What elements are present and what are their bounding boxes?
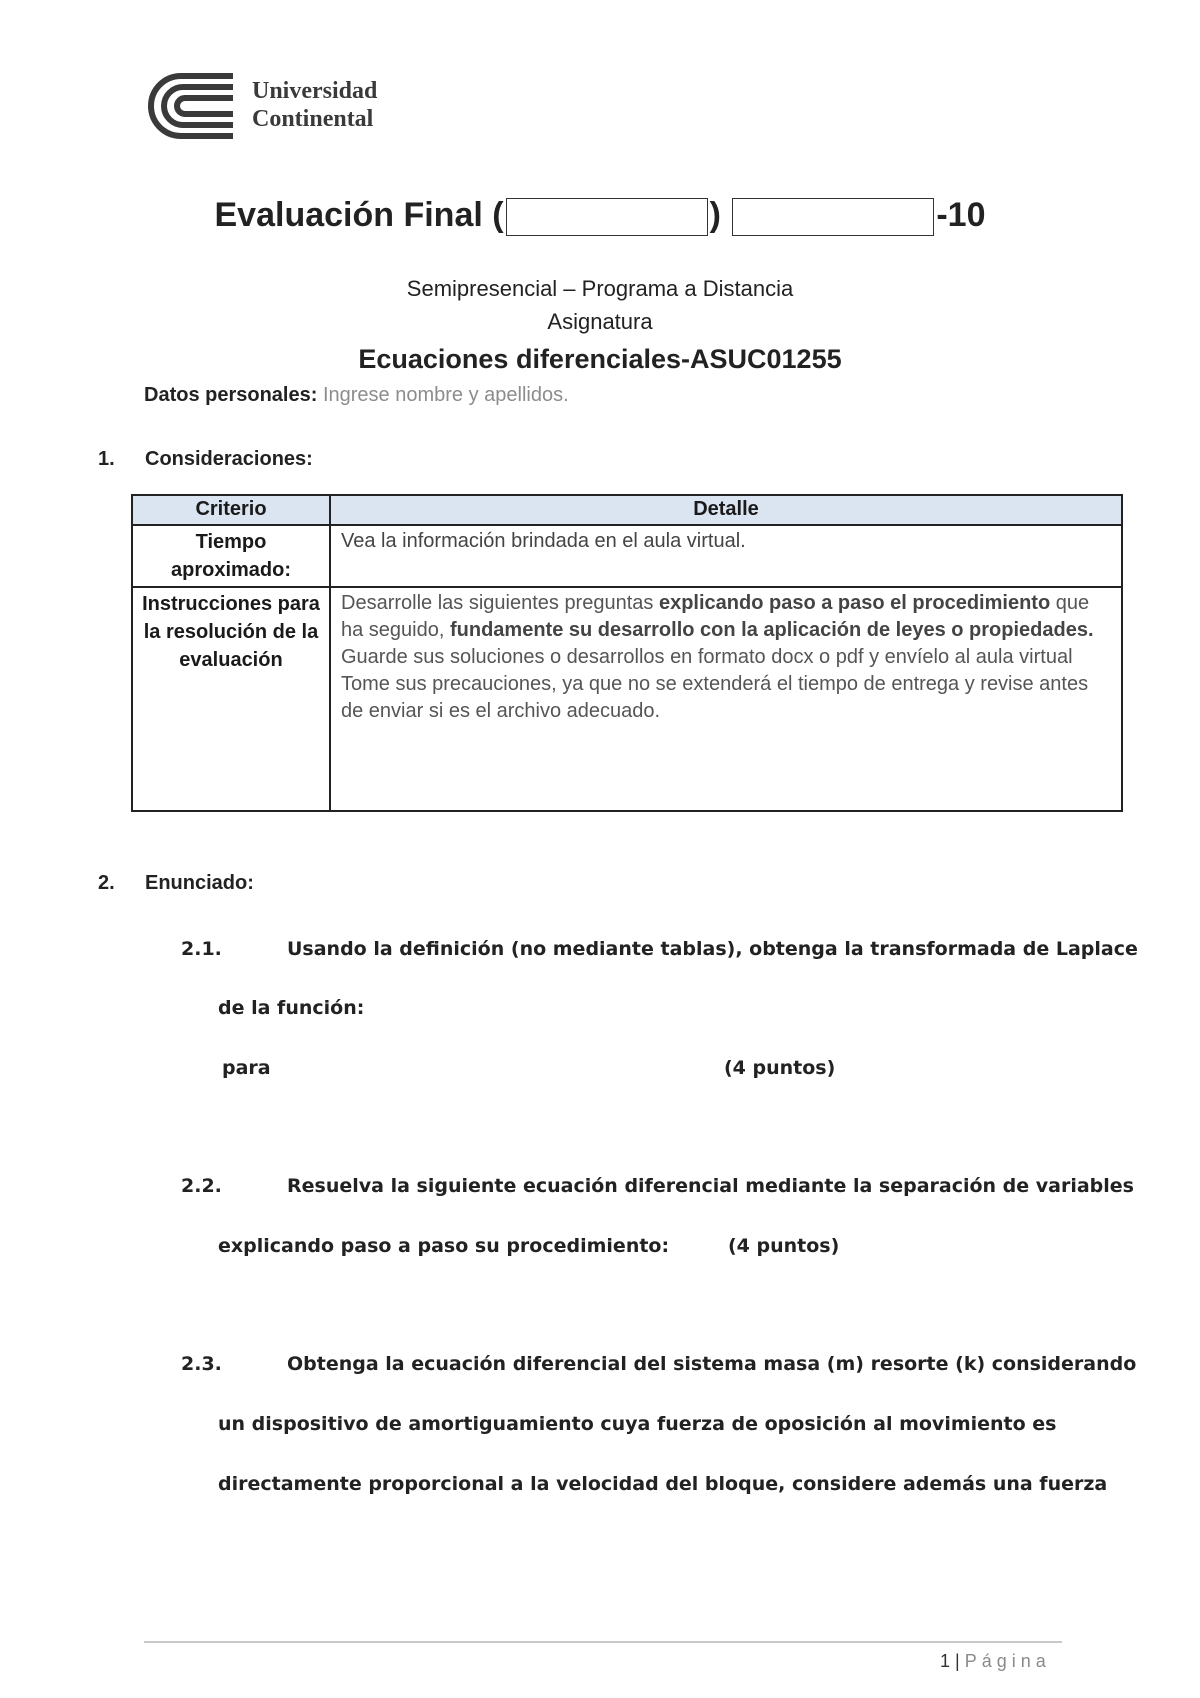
title-mid: ) — [709, 196, 721, 234]
question-2-3-line2: un dispositivo de amortiguamiento cuya fuerza de oposición al movimiento es — [218, 1413, 1057, 1435]
footer-divider — [144, 1641, 1062, 1643]
question-2-3 — [181, 1353, 1137, 1379]
question-text: Resuelva la siguiente ecuación diferencial mediante la separación de variables — [287, 1175, 1134, 1197]
question-2-2-line2: explicando paso a paso su procedimiento: — [218, 1235, 670, 1257]
personal-data — [144, 384, 569, 407]
question-2-2-points: (4 puntos) — [728, 1235, 840, 1257]
question-text: Obtenga la ecuación diferencial del sistema masa (m) resorte (k) considerando — [287, 1353, 1137, 1375]
table-row — [132, 587, 1122, 811]
row2-detalle — [330, 587, 1122, 811]
table-header-row — [132, 495, 1122, 525]
logo-line-1: Universidad — [252, 78, 378, 104]
instr-text: que ha seguido, — [341, 592, 1090, 641]
table-row — [132, 525, 1122, 587]
instr-bold: fundamente su desarrollo con la aplicación de leyes o propiedades — [449, 619, 1088, 641]
header-detalle: Detalle — [330, 495, 1122, 525]
section-2-number: 2. — [98, 872, 115, 894]
page-footer — [940, 1651, 1051, 1672]
title-blank-box-1[interactable] — [506, 198, 708, 236]
instr-bold: explicando paso a paso el procedimiento — [658, 592, 1051, 614]
section-1-number: 1. — [98, 448, 115, 470]
personal-data-field[interactable]: Ingrese nombre y apellidos. — [322, 384, 569, 406]
instruction-paragraph-3: Tome sus precauciones, ya que no se extenderá el tiempo de entrega y revise antes de enviar si es el archivo adecuado. — [341, 673, 1089, 722]
title-blank-box-2[interactable] — [732, 198, 934, 236]
question-number: 2.2. — [181, 1175, 222, 1197]
question-number: 2.1. — [181, 938, 222, 960]
instruction-paragraph-2: Guarde sus soluciones o desarrollos en formato docx o pdf y envíelo al aula virtual — [341, 646, 1073, 668]
logo-line-2: Continental — [252, 106, 374, 132]
row1-detalle: Vea la información brindada en el aula virtual. — [330, 525, 1122, 587]
instr-bold: . — [1087, 619, 1094, 641]
exam-title — [0, 196, 1200, 236]
course-title: Ecuaciones diferenciales-ASUC01255 — [358, 344, 842, 374]
question-2-1-line2: de la función: — [218, 997, 365, 1019]
question-2-1-points: (4 puntos) — [724, 1057, 836, 1079]
question-2-3-line3: directamente proporcional a la velocidad del bloque, considere además una fuerza — [218, 1473, 1108, 1495]
page-separator: | — [955, 1651, 960, 1671]
logo-text — [252, 77, 377, 133]
personal-data-label: Datos personales: — [144, 384, 318, 406]
question-2-1 — [181, 938, 1138, 964]
section-2-heading — [98, 872, 254, 895]
section-1-title: Consideraciones: — [145, 448, 313, 470]
criteria-table — [131, 494, 1123, 812]
row2-criterio: Instrucciones para la resolución de la evaluación — [132, 587, 330, 811]
title-text: Evaluación Final ( — [214, 196, 504, 234]
question-number: 2.3. — [181, 1353, 222, 1375]
title-suffix: -10 — [936, 196, 986, 234]
section-2-title: Enunciado: — [145, 872, 254, 894]
row1-criterio: Tiempo aproximado: — [132, 525, 330, 587]
continental-logo-icon — [143, 70, 243, 142]
header-criterio: Criterio — [132, 495, 330, 525]
page-label: Página — [964, 1651, 1051, 1671]
question-text: Usando la definición (no mediante tablas), obtenga la transformada de Laplace — [287, 938, 1138, 960]
modality-text: Semipresencial – Programa a Distancia — [406, 276, 794, 301]
university-logo — [143, 70, 403, 142]
section-1-heading — [98, 448, 313, 471]
instruction-paragraph-1 — [341, 590, 1111, 644]
instr-text: Desarrolle las siguientes preguntas — [341, 592, 659, 614]
subject-label: Asignatura — [547, 309, 653, 334]
question-2-2 — [181, 1175, 1134, 1201]
page-number: 1 — [940, 1651, 951, 1671]
question-2-1-para: para — [222, 1057, 271, 1079]
